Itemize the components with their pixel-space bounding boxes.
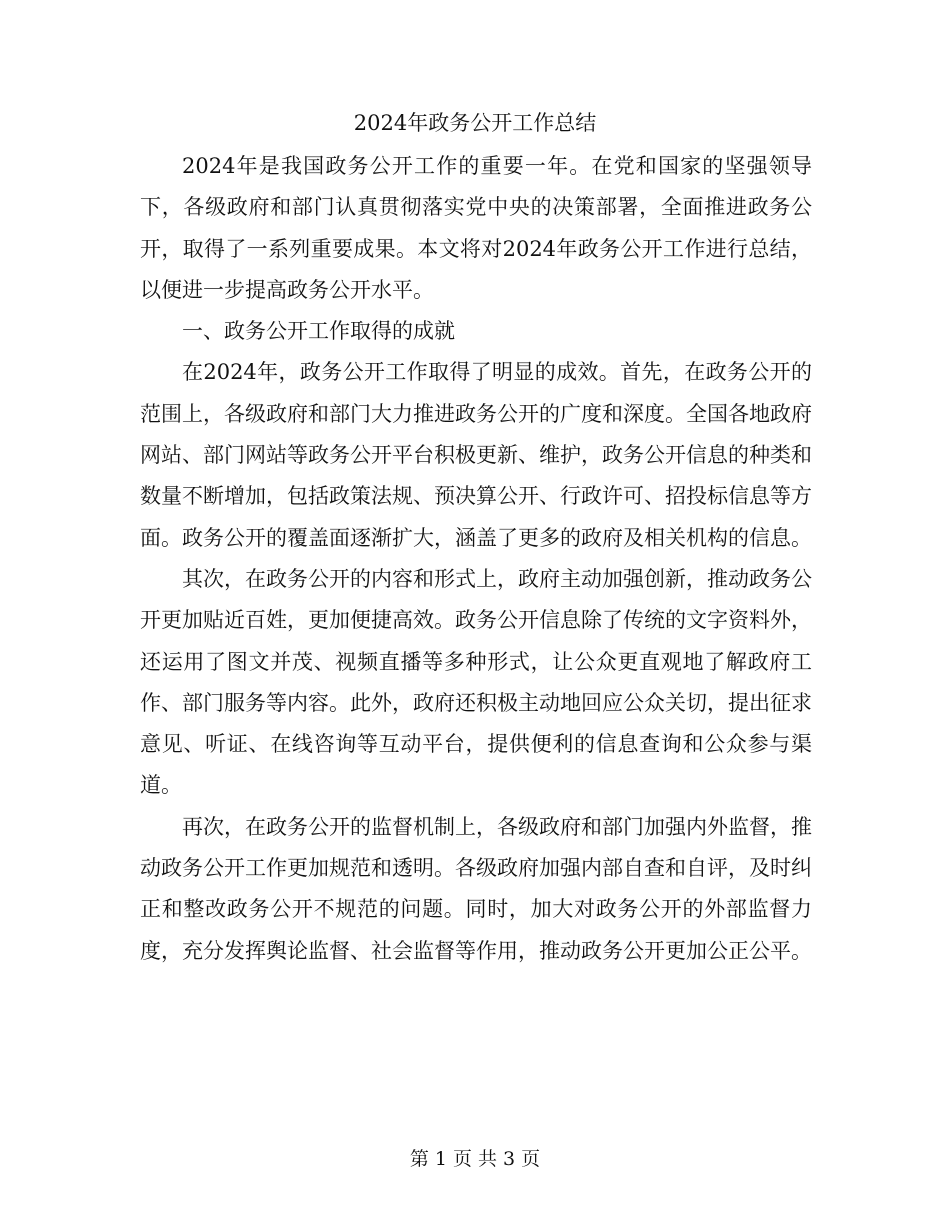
document-body [140,146,812,972]
paragraph-scope: 在2024年，政务公开工作取得了明显的成效。首先，在政务公开的范围上，各级政府和部门大力推进政务公开的广度和深度。全国各地政府网站、部门网站等政务公开平台积极更新、维护，政务公开信息的种类和数量不断增加，包括政策法规、预决算公开、行政许可、招投标信息等方面。政务公开的覆盖面逐渐扩大，涵盖了更多的政府及相关机构的信息。 [140,360,812,550]
paragraph-supervision: 再次，在政务公开的监督机制上，各级政府和部门加强内外监督，推动政务公开工作更加规范和透明。各级政府加强内部自查和自评，及时纠正和整改政务公开不规范的问题。同时，加大对政务公开的外部监督力度，充分发挥舆论监督、社会监督等作用，推动政务公开更加公正公平。 [140,814,812,963]
page-number-footer: 第 1 页 共 3 页 [409,1148,541,1170]
paragraph-intro: 2024年是我国政务公开工作的重要一年。在党和国家的坚强领导下，各级政府和部门认真贯彻落实党中央的决策部署，全面推进政务公开，取得了一系列重要成果。本文将对2024年政务公开工作进行总结，以便进一步提高政务公开水平。 [140,154,812,302]
document-title: 2024年政务公开工作总结 [353,111,597,135]
paragraph-content-form: 其次，在政务公开的内容和形式上，政府主动加强创新，推动政务公开更加贴近百姓，更加便捷高效。政务公开信息除了传统的文字资料外，还运用了图文并茂、视频直播等多种形式，让公众更直观地了解政府工作、部门服务等内容。此外，政府还积极主动地回应公众关切，提出征求意见、听证、在线咨询等互动平台，提供便利的信息查询和公众参与渠道。 [140,566,812,798]
section-heading: 一、政务公开工作取得的成就 [182,319,455,344]
